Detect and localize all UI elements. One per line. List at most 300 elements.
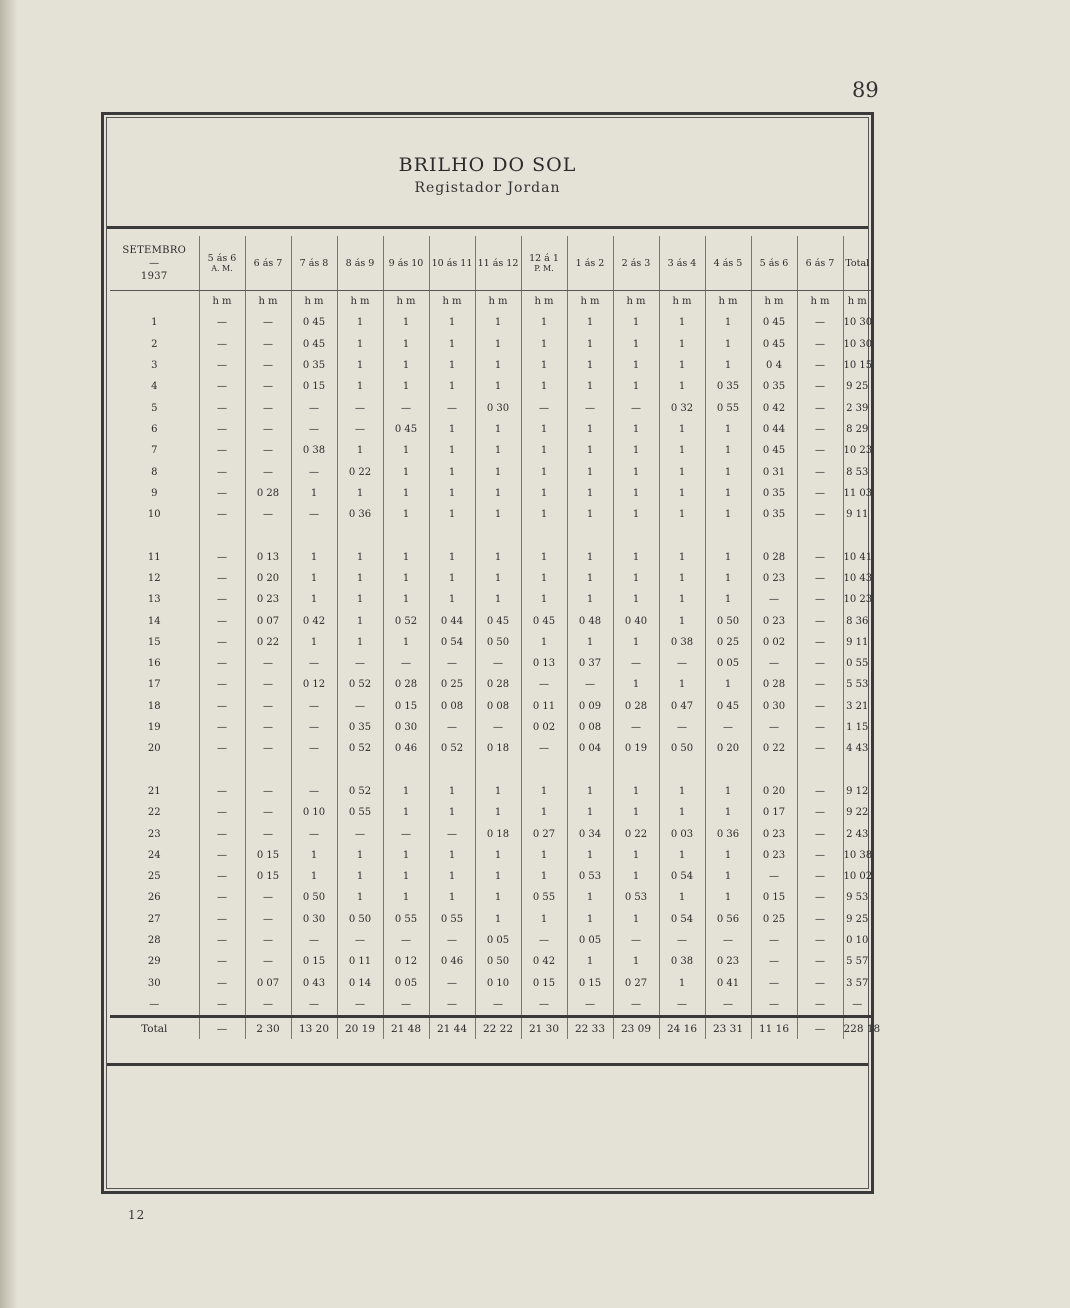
table-cell: 0 45 <box>291 334 337 355</box>
table-cell: — <box>199 951 245 972</box>
page-subtitle: Registador Jordan <box>414 180 561 196</box>
table-cell: 1 <box>475 589 521 610</box>
table-cell: h m <box>843 291 871 313</box>
table-cell: — <box>199 312 245 333</box>
table-cell: — <box>751 973 797 994</box>
table-cell: 1 <box>337 547 383 568</box>
table-cell: 1 <box>475 547 521 568</box>
table-cell: — <box>291 717 337 738</box>
table-cell: 1 <box>659 802 705 823</box>
table-cell: 1 <box>383 440 429 461</box>
table-cell: — <box>659 994 705 1017</box>
table-bottom-rule <box>107 1063 868 1066</box>
table-row <box>110 802 871 823</box>
table-cell: 0 15 <box>245 866 291 887</box>
table-cell: h m <box>383 291 429 313</box>
table-cell: 1 <box>337 845 383 866</box>
table-row <box>110 440 871 461</box>
table-cell: — <box>751 653 797 674</box>
table-cell: 1 <box>429 504 475 525</box>
table-cell: 1 <box>521 568 567 589</box>
table-cell: 1 <box>521 802 567 823</box>
table-cell: 3 57 <box>843 973 871 994</box>
table-cell: 0 42 <box>291 610 337 631</box>
table-cell <box>659 525 705 546</box>
table-cell: — <box>797 674 843 695</box>
table-cell: 1 <box>659 781 705 802</box>
table-cell: 1 <box>567 334 613 355</box>
table-cell <box>613 760 659 781</box>
table-cell: — <box>245 419 291 440</box>
table-cell: — <box>245 887 291 908</box>
table-cell: — <box>199 1017 245 1040</box>
table-cell: 0 46 <box>383 738 429 759</box>
table-cell: 0 11 <box>521 696 567 717</box>
table-cell: 0 12 <box>291 674 337 695</box>
table-cell: 0 42 <box>751 397 797 418</box>
table-cell: 1 <box>429 334 475 355</box>
table-cell: 6 <box>151 423 158 435</box>
table-cell: h m <box>613 291 659 313</box>
table-cell: 1 <box>383 312 429 333</box>
table-cell: — <box>613 930 659 951</box>
table-cell: — <box>429 994 475 1017</box>
table-row <box>110 994 871 1017</box>
table-cell: 1 <box>659 610 705 631</box>
table-cell: 0 32 <box>659 397 705 418</box>
table-cell <box>567 525 613 546</box>
table-cell: — <box>429 973 475 994</box>
table-cell: — <box>199 930 245 951</box>
table-cell: 0 35 <box>751 504 797 525</box>
table-cell: 10 <box>147 509 161 521</box>
table-cell <box>245 525 291 546</box>
table-cell: 1 <box>521 589 567 610</box>
table-cell: 1 <box>567 376 613 397</box>
hour-column-header: 12 á 1 P. M. <box>521 236 567 291</box>
table-cell: 1 <box>429 887 475 908</box>
table-cell: 11 <box>147 551 161 563</box>
table-cell: 29 <box>147 956 161 968</box>
table-cell: 0 08 <box>429 696 475 717</box>
table-cell: 0 55 <box>521 887 567 908</box>
table-cell: 0 02 <box>521 717 567 738</box>
table-cell: 2 30 <box>245 1017 291 1040</box>
table-cell: 1 <box>337 887 383 908</box>
table-cell: 9 53 <box>843 887 871 908</box>
table-cell: 0 44 <box>429 610 475 631</box>
table-cell: 1 <box>613 674 659 695</box>
table-cell: 0 38 <box>659 951 705 972</box>
table-cell: h m <box>337 291 383 313</box>
table-cell: — <box>383 823 429 844</box>
table-cell: 0 43 <box>291 973 337 994</box>
table-cell: 0 20 <box>245 568 291 589</box>
table-cell: 1 <box>337 312 383 333</box>
table-cell: — <box>797 483 843 504</box>
table-cell: 1 <box>567 781 613 802</box>
table-cell: 1 <box>659 973 705 994</box>
table-cell: 1 <box>659 568 705 589</box>
table-cell: 0 27 <box>521 823 567 844</box>
table-cell: 1 <box>613 568 659 589</box>
table-cell <box>383 525 429 546</box>
hour-column-header: 5 ás 6 <box>751 236 797 291</box>
table-cell: 0 55 <box>705 397 751 418</box>
table-cell: 0 52 <box>429 738 475 759</box>
table-cell: 9 25 <box>843 376 871 397</box>
table-cell: 0 52 <box>337 781 383 802</box>
table-row <box>110 951 871 972</box>
table-cell: 0 38 <box>659 632 705 653</box>
table-cell: — <box>659 653 705 674</box>
table-cell: 15 <box>147 636 161 648</box>
table-cell: 10 23 <box>843 589 871 610</box>
table-cell: 0 41 <box>705 973 751 994</box>
table-cell: 0 47 <box>659 696 705 717</box>
table-cell: — <box>245 312 291 333</box>
table-cell: 0 52 <box>337 738 383 759</box>
table-cell: 0 50 <box>337 909 383 930</box>
table-cell: 30 <box>147 977 161 989</box>
table-cell: 1 <box>521 845 567 866</box>
table-cell: — <box>199 674 245 695</box>
table-row <box>110 397 871 418</box>
table-cell: 0 50 <box>291 887 337 908</box>
table-cell: 0 50 <box>475 632 521 653</box>
table-cell: 1 <box>613 589 659 610</box>
table-cell: 24 <box>147 849 161 861</box>
table-cell: 0 15 <box>245 845 291 866</box>
table-cell: 1 <box>383 376 429 397</box>
table-cell: 1 <box>567 355 613 376</box>
table-cell <box>110 525 199 546</box>
table-cell: 9 25 <box>843 909 871 930</box>
hour-column-header: 1 ás 2 <box>567 236 613 291</box>
table-cell: 21 <box>147 785 161 797</box>
table-cell: 0 02 <box>751 632 797 653</box>
table-cell: 0 28 <box>751 674 797 695</box>
units-row <box>110 291 871 313</box>
table-row <box>110 461 871 482</box>
table-cell: 1 <box>521 355 567 376</box>
table-cell: 1 <box>337 440 383 461</box>
table-cell: 0 15 <box>751 887 797 908</box>
table-cell: 0 22 <box>751 738 797 759</box>
table-cell <box>705 525 751 546</box>
table-cell: 0 15 <box>291 951 337 972</box>
table-cell: 0 48 <box>567 610 613 631</box>
table-cell: 0 45 <box>705 696 751 717</box>
table-cell <box>797 760 843 781</box>
table-cell: 1 <box>567 483 613 504</box>
table-cell: 0 23 <box>245 589 291 610</box>
table-row <box>110 355 871 376</box>
table-cell: 1 <box>521 632 567 653</box>
table-cell: — <box>797 334 843 355</box>
table-cell: 1 <box>705 419 751 440</box>
table-cell: 0 36 <box>337 504 383 525</box>
table-cell: — <box>383 653 429 674</box>
table-cell: — <box>291 397 337 418</box>
table-cell: 1 <box>429 483 475 504</box>
table-cell: 0 35 <box>337 717 383 738</box>
table-cell: h m <box>521 291 567 313</box>
table-cell: — <box>751 994 797 1017</box>
table-cell: 0 46 <box>429 951 475 972</box>
signature-mark: 12 <box>128 1208 146 1222</box>
table-cell: 0 45 <box>751 312 797 333</box>
table-cell: 4 <box>151 381 158 393</box>
table-row <box>110 504 871 525</box>
table-cell: 9 11 <box>843 504 871 525</box>
table-cell: 0 35 <box>751 376 797 397</box>
table-cell: — <box>797 845 843 866</box>
hour-column-header: 10 ás 11 <box>429 236 475 291</box>
table-cell: 1 <box>567 802 613 823</box>
table-cell: — <box>245 461 291 482</box>
table-cell: 1 <box>613 632 659 653</box>
table-cell: — <box>199 568 245 589</box>
table-cell: 1 <box>383 802 429 823</box>
header-top-rule <box>107 226 868 229</box>
table-cell: 0 10 <box>291 802 337 823</box>
table-cell: 9 22 <box>843 802 871 823</box>
table-cell: 11 03 <box>843 483 871 504</box>
table-cell: — <box>245 781 291 802</box>
table-row <box>110 823 871 844</box>
table-cell: 10 02 <box>843 866 871 887</box>
table-cell: 1 <box>383 632 429 653</box>
table-cell: 1 <box>613 802 659 823</box>
table-cell: 0 54 <box>659 909 705 930</box>
table-cell: — <box>199 781 245 802</box>
table-cell: — <box>199 887 245 908</box>
table-cell: 1 <box>475 845 521 866</box>
table-cell: — <box>199 504 245 525</box>
table-cell: 1 <box>613 334 659 355</box>
table-cell: — <box>613 717 659 738</box>
hour-column-header: 6 ás 7 <box>797 236 843 291</box>
table-cell: 10 43 <box>843 568 871 589</box>
table-cell: 1 <box>659 589 705 610</box>
table-cell: 23 <box>147 828 161 840</box>
table-cell: 1 <box>705 866 751 887</box>
table-cell: 0 45 <box>751 440 797 461</box>
table-cell: — <box>199 717 245 738</box>
table-cell: 1 <box>521 419 567 440</box>
table-cell: 1 <box>705 568 751 589</box>
table-cell <box>429 525 475 546</box>
table-cell: — <box>245 823 291 844</box>
table-cell: 0 31 <box>751 461 797 482</box>
table-cell: 1 <box>291 632 337 653</box>
month-dash: — <box>149 257 160 269</box>
table-row <box>110 334 871 355</box>
table-cell: — <box>383 994 429 1017</box>
table-row <box>110 589 871 610</box>
table-cell: 0 22 <box>337 461 383 482</box>
table-cell: 0 22 <box>613 823 659 844</box>
table-cell <box>751 760 797 781</box>
table-cell: 1 <box>291 483 337 504</box>
table-row <box>110 547 871 568</box>
table-cell: 1 <box>613 547 659 568</box>
table-cell: — <box>337 397 383 418</box>
table-body <box>110 291 881 1040</box>
table-cell: 0 35 <box>705 376 751 397</box>
table-cell: 1 <box>429 866 475 887</box>
table-cell: 1 <box>475 483 521 504</box>
table-cell: 0 28 <box>245 483 291 504</box>
table-row <box>110 717 871 738</box>
table-cell: 1 <box>521 334 567 355</box>
table-cell: — <box>291 696 337 717</box>
table-cell: 1 <box>291 589 337 610</box>
table-cell: 0 08 <box>475 696 521 717</box>
table-cell: — <box>199 696 245 717</box>
table-cell: 1 <box>705 887 751 908</box>
table-row <box>110 909 871 930</box>
table-cell: h m <box>245 291 291 313</box>
table-cell: — <box>199 823 245 844</box>
table-cell: 0 05 <box>567 930 613 951</box>
table-cell: 0 13 <box>521 653 567 674</box>
table-cell: 18 <box>147 700 161 712</box>
table-cell <box>521 525 567 546</box>
table-cell: — <box>245 802 291 823</box>
table-cell: 1 <box>475 461 521 482</box>
table-cell: 1 <box>475 802 521 823</box>
table-cell: 0 03 <box>659 823 705 844</box>
table-cell: — <box>245 696 291 717</box>
table-cell: 0 54 <box>659 866 705 887</box>
table-cell: 1 <box>613 866 659 887</box>
table-cell: — <box>797 355 843 376</box>
table-row <box>110 781 871 802</box>
table-cell: — <box>797 547 843 568</box>
table-cell: 1 <box>567 461 613 482</box>
table-cell: 4 43 <box>843 738 871 759</box>
table-cell: 10 30 <box>843 312 871 333</box>
table-cell: — <box>245 376 291 397</box>
table-cell: 0 30 <box>291 909 337 930</box>
table-cell: 0 25 <box>705 632 751 653</box>
table-cell: 0 56 <box>705 909 751 930</box>
table-cell: 0 07 <box>245 973 291 994</box>
table-cell: — <box>199 610 245 631</box>
table-cell: — <box>199 461 245 482</box>
table-cell: 0 20 <box>751 781 797 802</box>
table-cell: 0 28 <box>475 674 521 695</box>
table-cell <box>475 760 521 781</box>
table-cell: — <box>291 461 337 482</box>
table-cell: 1 <box>475 419 521 440</box>
table-cell: 5 <box>151 402 158 414</box>
table-cell: 0 15 <box>567 973 613 994</box>
table-cell: 5 53 <box>843 674 871 695</box>
table-cell <box>705 760 751 781</box>
table-cell: 1 <box>337 866 383 887</box>
table-cell: h m <box>797 291 843 313</box>
table-cell: 1 <box>291 866 337 887</box>
table-cell: — <box>291 930 337 951</box>
table-cell: 19 <box>147 722 161 734</box>
table-cell: — <box>429 397 475 418</box>
table-cell: — <box>199 653 245 674</box>
table-cell: — <box>199 909 245 930</box>
hour-column-header: 3 ás 4 <box>659 236 705 291</box>
table-cell: 1 <box>705 504 751 525</box>
table-cell <box>843 760 871 781</box>
table-cell: 1 <box>613 419 659 440</box>
table-cell: 0 25 <box>429 674 475 695</box>
table-cell: — <box>797 951 843 972</box>
table-cell: 1 <box>337 568 383 589</box>
table-cell: — <box>797 696 843 717</box>
table-cell: 1 <box>613 909 659 930</box>
table-cell: 0 45 <box>291 312 337 333</box>
table-cell: 11 16 <box>751 1017 797 1040</box>
table-cell: — <box>245 909 291 930</box>
table-cell: — <box>291 653 337 674</box>
table-cell: 0 30 <box>383 717 429 738</box>
table-cell: — <box>199 334 245 355</box>
table-cell: 0 44 <box>751 419 797 440</box>
table-cell: — <box>199 866 245 887</box>
table-cell: 1 <box>337 589 383 610</box>
table-cell: — <box>245 334 291 355</box>
table-cell: — <box>567 397 613 418</box>
table-cell: 1 <box>567 951 613 972</box>
table-cell: — <box>751 951 797 972</box>
table-cell: 1 <box>429 376 475 397</box>
table-cell: 1 <box>521 461 567 482</box>
table-cell: — <box>797 461 843 482</box>
table-cell: — <box>199 973 245 994</box>
table-cell: 0 05 <box>475 930 521 951</box>
table-row <box>110 738 871 759</box>
table-cell: — <box>291 823 337 844</box>
table-cell: 1 <box>567 440 613 461</box>
table-cell <box>110 291 199 313</box>
table-cell: 0 55 <box>383 909 429 930</box>
table-cell: 0 42 <box>521 951 567 972</box>
table-cell: h m <box>705 291 751 313</box>
table-cell: 1 <box>567 909 613 930</box>
table-cell: 0 55 <box>843 653 871 674</box>
table-cell: — <box>245 674 291 695</box>
table-cell: 0 50 <box>659 738 705 759</box>
table-cell: 24 16 <box>659 1017 705 1040</box>
table-cell: 1 <box>659 483 705 504</box>
table-cell: — <box>797 909 843 930</box>
table-cell: — <box>429 930 475 951</box>
table-cell: 1 <box>337 355 383 376</box>
table-cell: 1 <box>383 504 429 525</box>
table-cell: — <box>199 419 245 440</box>
table-cell: 0 07 <box>245 610 291 631</box>
table-cell: 8 29 <box>843 419 871 440</box>
group-spacer <box>110 760 871 781</box>
table-cell: — <box>291 738 337 759</box>
table-row <box>110 568 871 589</box>
table-cell: — <box>383 930 429 951</box>
table-cell: 1 <box>659 504 705 525</box>
table-cell: — <box>797 973 843 994</box>
table-cell: 0 52 <box>337 674 383 695</box>
table-cell: 1 <box>475 781 521 802</box>
